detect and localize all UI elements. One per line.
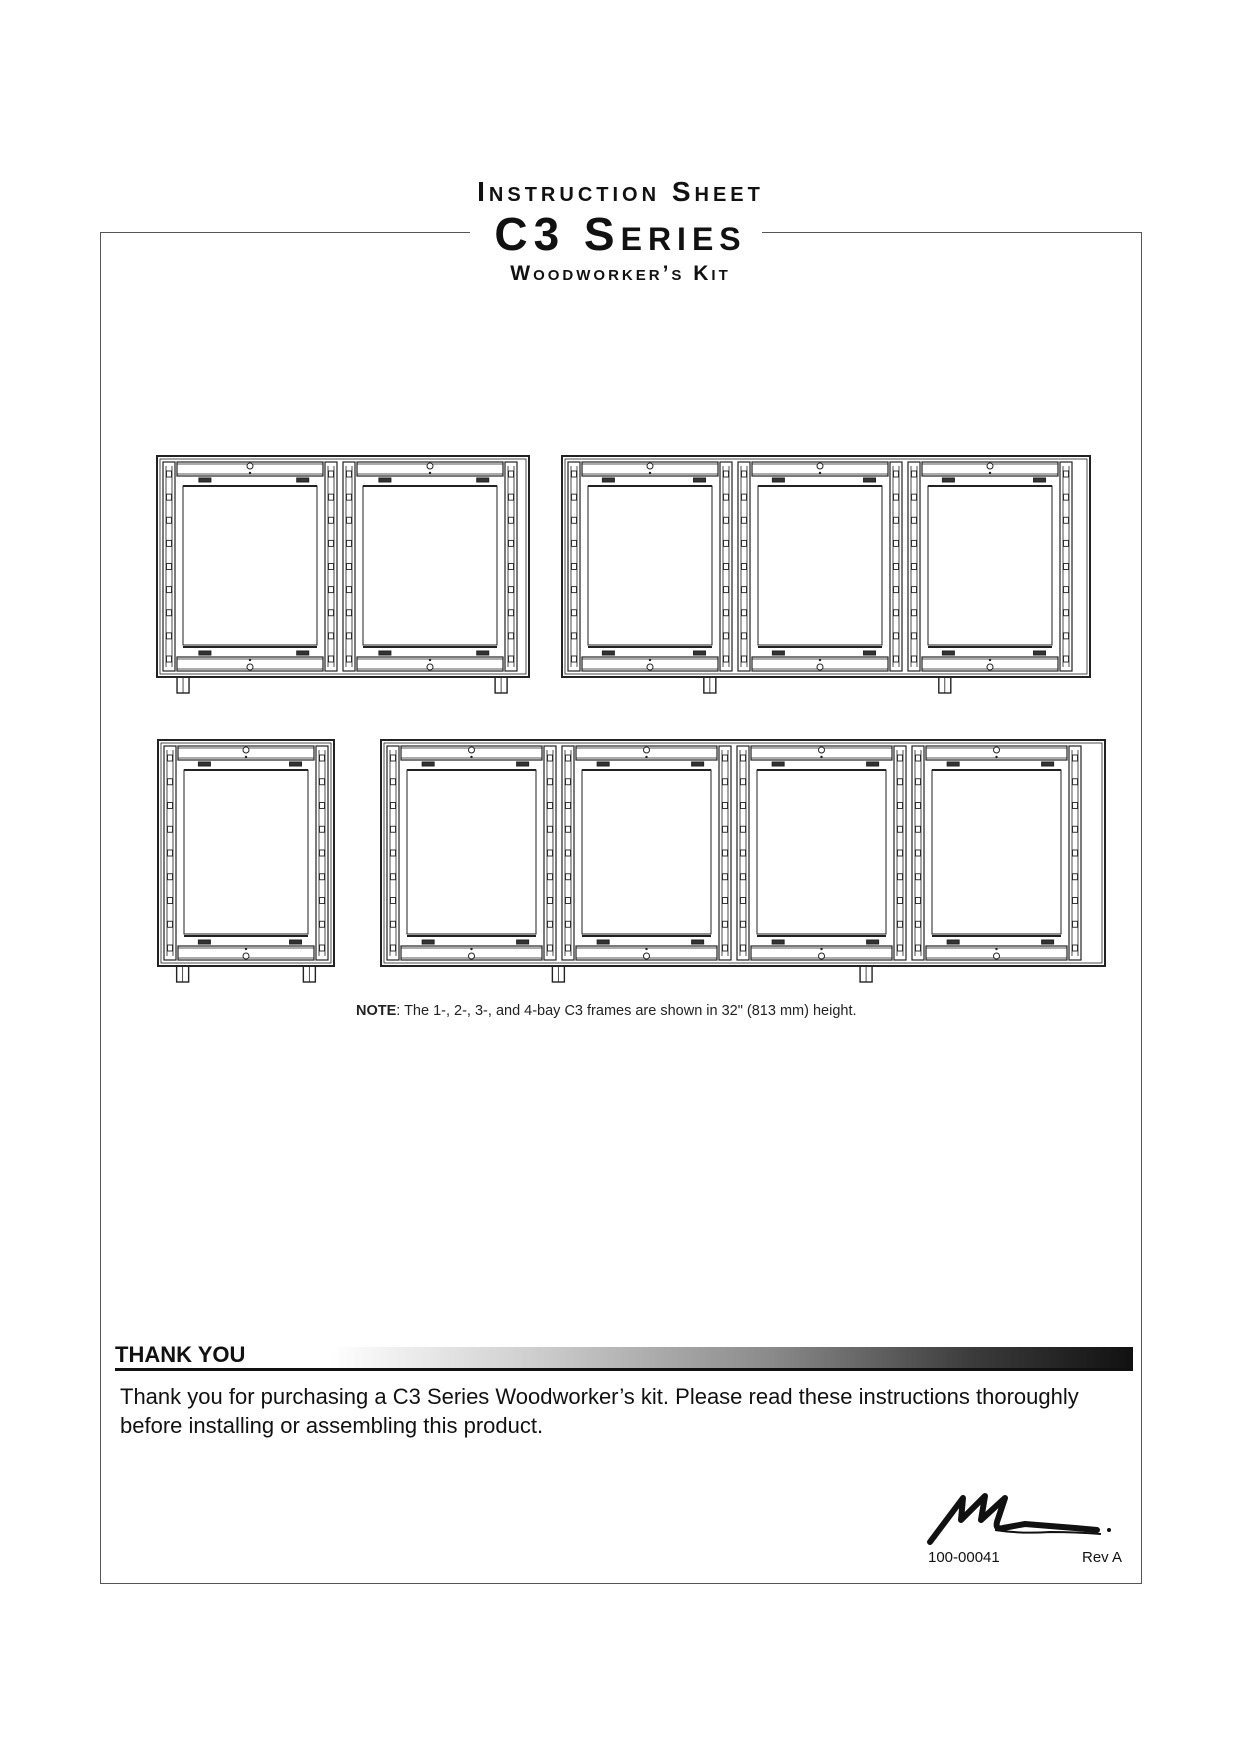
frame-2-bay — [157, 456, 529, 693]
kit-subtitle: Woodworker’s Kit — [510, 262, 731, 285]
frame-3-bay — [562, 456, 1090, 693]
revision-label: Rev A — [1082, 1549, 1123, 1566]
thank-you-body: Thank you for purchasing a C3 Series Woodworker’s kit. Please read these instructions thoroughly before installing or assembling this product. — [120, 1384, 1079, 1438]
heading-gradient-bar — [330, 1347, 1133, 1369]
thank-you-heading: THANK YOU — [115, 1342, 246, 1367]
product-series-title: C3 Series — [494, 208, 747, 260]
note-label: NOTE — [356, 1003, 397, 1019]
heading-rule — [115, 1368, 1133, 1371]
document-number: 100-00041 — [928, 1549, 1000, 1566]
frame-4-bay — [381, 740, 1105, 982]
frame-1-bay — [158, 740, 334, 982]
note-body: : The 1-, 2-, 3-, and 4-bay C3 frames are shown in 32" (813 mm) height. — [396, 1003, 857, 1019]
sheet-type: Instruction Sheet — [477, 176, 764, 207]
note-text — [356, 1003, 857, 1019]
middle-atlantic-logo — [925, 1490, 1125, 1548]
